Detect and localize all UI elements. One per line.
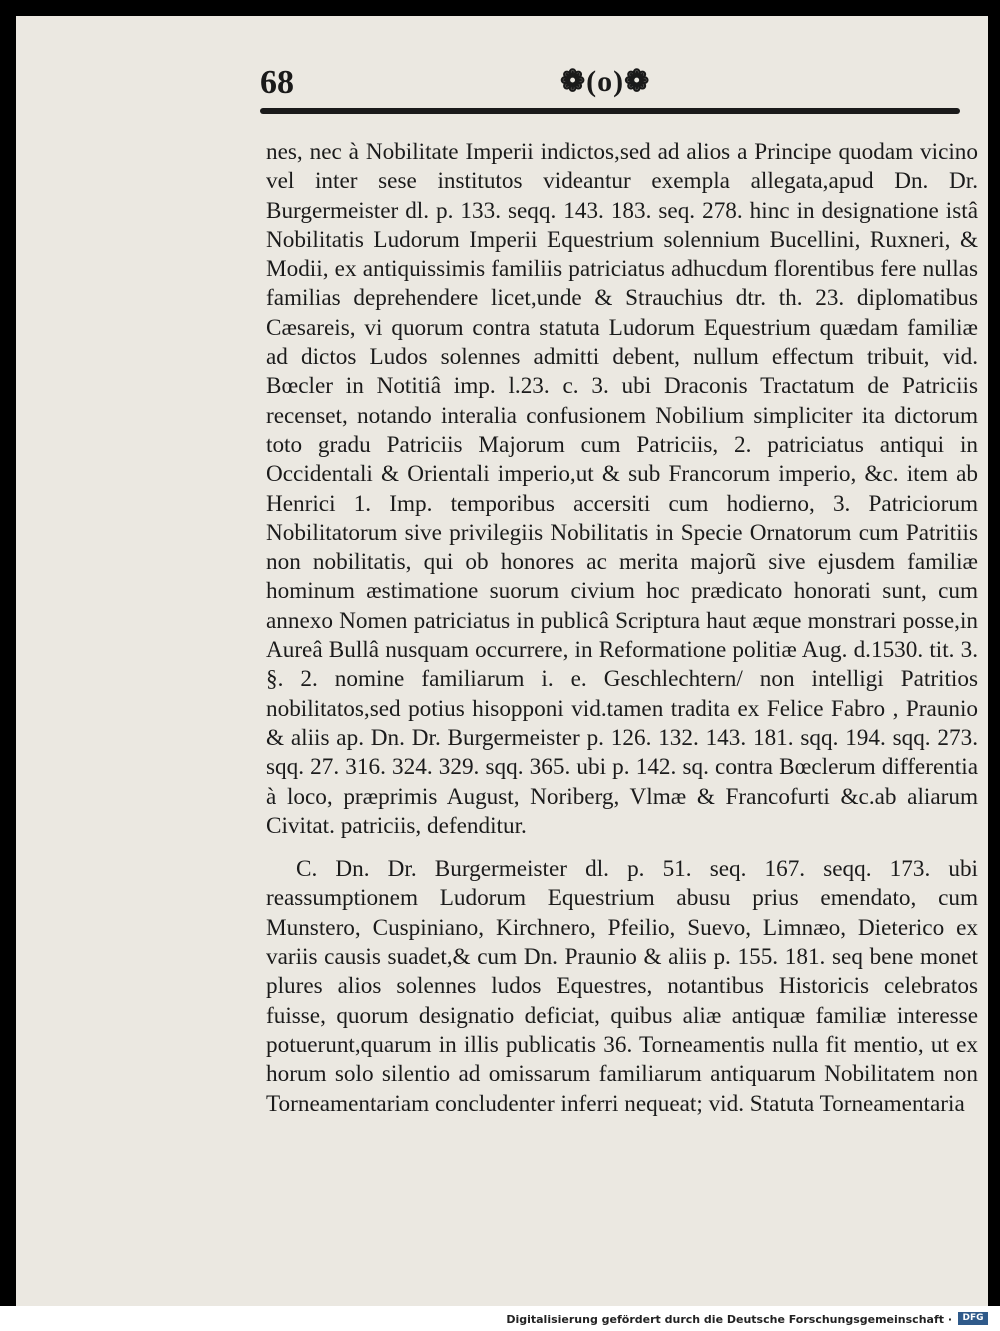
funding-notice: Digitalisierung gefördert durch die Deutsche Forschungsgemeinschaft · [506,1313,952,1326]
body-text [266,138,978,1119]
footer-bar [0,1306,1000,1331]
page-header [260,64,960,104]
scanned-page [16,16,988,1306]
ornament-icon: ❁(o)❁ [560,65,651,98]
header-rule [260,108,960,114]
page-number: 68 [260,64,294,101]
dfg-logo-icon: DFG [958,1312,988,1325]
paragraph: nes, nec à Nobilitate Imperii indictos,sed ad alios a Principe quodam vicino vel inter sese institutos videantur exempla allegata,apud Dn. Dr. Burgermeister dl. p. 133. seqq. 143. 183. seq. 278. hinc in designatione istâ Nobilitatis Ludorum Imperii Equestrium solennium Bucellini, Ruxneri, & Modii, ex antiquissimis familiis patriciatus adhucdum florentibus fere nullas familias deprehendere licet,unde & Strauchius dtr. th. 23. diplomatibus Cæsareis, vi quorum contra statuta Ludorum Equestrium quædam familiæ ad dictos Ludos solennes admitti debent, nullum effectum tribuit, vid. Bœcler in Notitiâ imp. l.23. c. 3. ubi Draconis Tractatum de Patriciis recenset, notando interalia confusionem Nobilium simpliciter ita dictorum toto gradu Patriciis Majorum cum Patriciis, 2. patriciatus antiqui in Occidentali & Orientali imperio,ut & sub Francorum imperio, &c. item ab Henrici 1. Imp. temporibus accersiti cum hodierno, 3. Patriciorum Nobilitatorum sive privilegiis Nobilitatis in Specie Ornatorum cum Patritiis non nobilitatis, qui ob honores ac merita majorũ sive ejusdem familiæ hominum æstimatione suorum civium hoc prædicato honorati sunt, cum annexo Nomen patriciatus in publicâ Scriptura haut æque monstrari posse,in Aureâ Bullâ nusquam occurrere, in Reformatione politiæ Aug. d.1530. tit. 3. §. 2. nomine familiarum i. e. Geschlechtern/ non intelligi Patritios nobilitatos,sed potius hisopponi vid.tamen tradita ex Felice Fabro , Praunio & aliis ap. Dn. Dr. Burgermeister p. 126. 132. 143. 181. sqq. 194. sqq. 273. sqq. 27. 316. 324. 329. sqq. 365. ubi p. 142. sq. contra Bœclerum differentia à loco, præprimis August, Noriberg, Vlmæ & Francofurti &c.ab aliarum Civitat. patriciis, defenditur. [266,139,978,839]
paragraph: C. Dn. Dr. Burgermeister dl. p. 51. seq. 167. seqq. 173. ubi reassumptionem Ludorum Equestrium abusu prius emendato, cum Munstero, Cuspiniano, Kirchnero, Pfeilio, Suevo, Limnæo, Dieterico ex variis causis suadet,& cum Dn. Praunio & aliis p. 155. 181. seq bene monet plures alios solennes ludos Equestres, notantibus Historicis celebratos fuisse, quorum designatio deficiat, quibus aliæ antiquæ familiæ interesse potuerunt,quarum in illis publicatis 36. Torneamentis nulla fit mentio, ut ex horum solo silentio ad omissarum familiarum antiquarum Nobilitatem non Torneamentariam concludenter inferri nequeat; vid. Statuta Torneamentaria [266,856,978,1117]
